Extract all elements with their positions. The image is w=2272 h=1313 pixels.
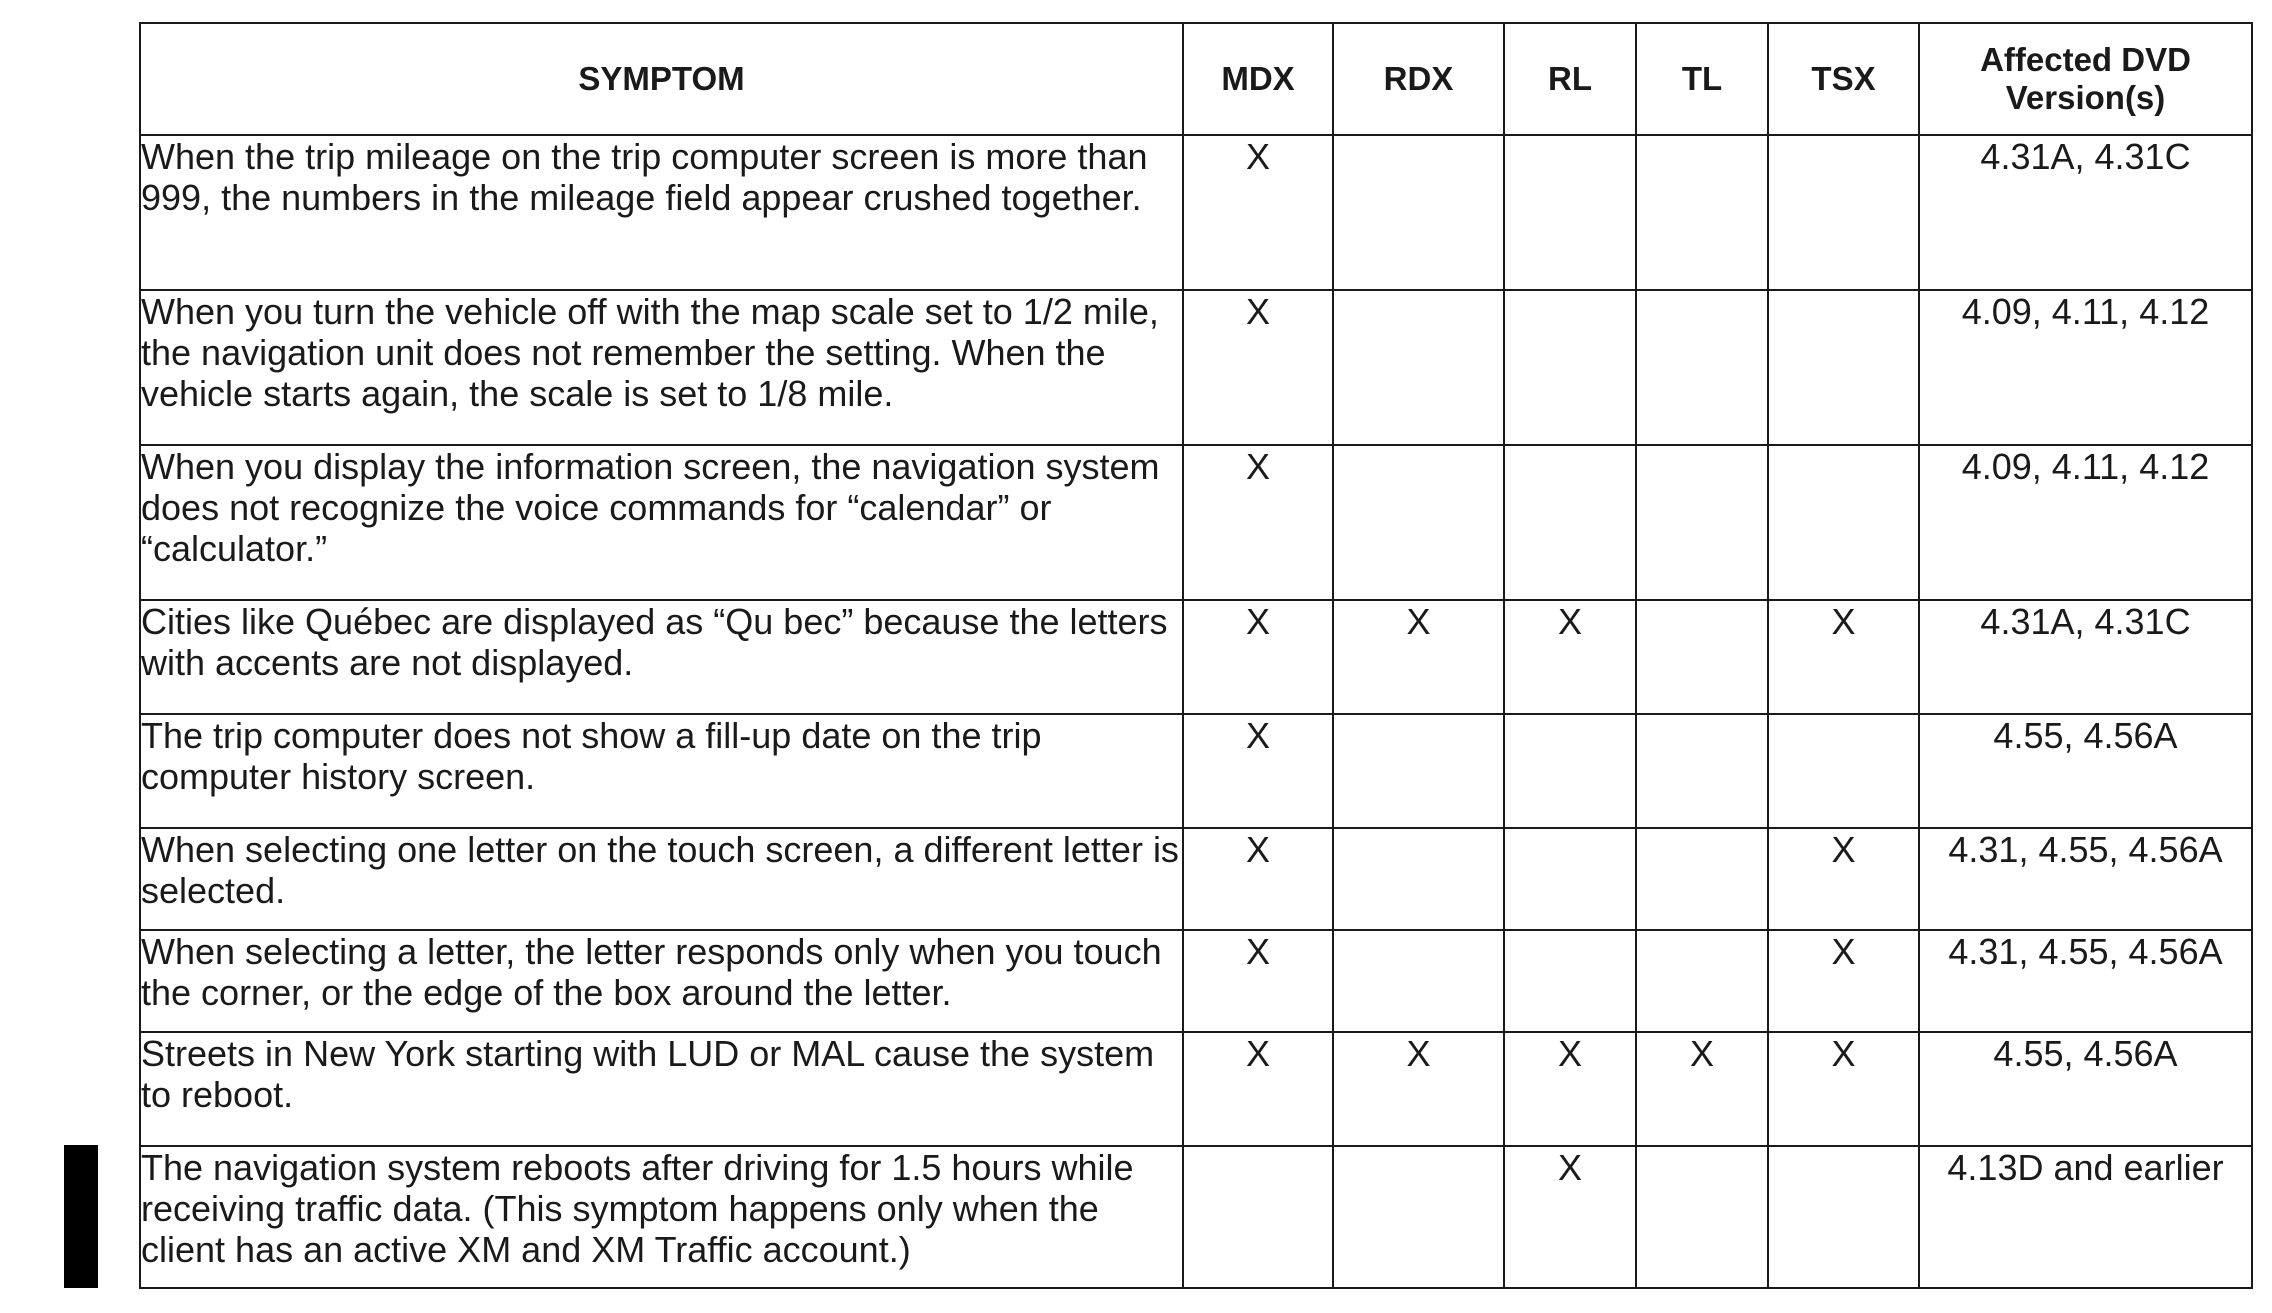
mdx-cell: X — [1183, 930, 1333, 1032]
rdx-cell: X — [1333, 1032, 1504, 1146]
header-mdx: MDX — [1183, 23, 1333, 135]
mdx-cell: X — [1183, 714, 1333, 828]
rdx-cell: X — [1333, 600, 1504, 714]
tsx-cell: X — [1768, 930, 1919, 1032]
versions-cell: 4.31A, 4.31C — [1919, 135, 2252, 290]
symptom-cell: When selecting a letter, the letter responds only when you touch the corner, or the edge of the box around the letter. — [140, 930, 1183, 1032]
tl-cell — [1636, 828, 1768, 930]
header-rl: RL — [1504, 23, 1636, 135]
tsx-cell — [1768, 290, 1919, 445]
mdx-cell: X — [1183, 828, 1333, 930]
tl-cell — [1636, 1146, 1768, 1288]
tl-cell — [1636, 714, 1768, 828]
table-row — [140, 828, 2252, 930]
mdx-cell: X — [1183, 445, 1333, 600]
tl-cell — [1636, 445, 1768, 600]
header-rdx: RDX — [1333, 23, 1504, 135]
tsx-cell: X — [1768, 1032, 1919, 1146]
header-tsx: TSX — [1768, 23, 1919, 135]
revision-margin-bar — [64, 1145, 98, 1288]
table-row — [140, 600, 2252, 714]
versions-cell: 4.13D and earlier — [1919, 1146, 2252, 1288]
mdx-cell: X — [1183, 290, 1333, 445]
tsx-cell — [1768, 135, 1919, 290]
symptom-cell: When the trip mileage on the trip computer screen is more than 999, the numbers in the mileage field appear crushed together. — [140, 135, 1183, 290]
tl-cell — [1636, 930, 1768, 1032]
versions-cell: 4.31, 4.55, 4.56A — [1919, 828, 2252, 930]
symptom-cell: Streets in New York starting with LUD or MAL cause the system to reboot. — [140, 1032, 1183, 1146]
mdx-cell: X — [1183, 135, 1333, 290]
symptom-cell: Cities like Québec are displayed as “Qu bec” because the letters with accents are not displayed. — [140, 600, 1183, 714]
symptom-table — [139, 22, 2253, 1289]
rl-cell — [1504, 930, 1636, 1032]
rl-cell — [1504, 714, 1636, 828]
symptom-cell: When you display the information screen, the navigation system does not recognize the voice commands for “calendar” or “calculator.” — [140, 445, 1183, 600]
tsx-cell — [1768, 1146, 1919, 1288]
versions-cell: 4.55, 4.56A — [1919, 1032, 2252, 1146]
tl-cell: X — [1636, 1032, 1768, 1146]
header-versions: Affected DVD Version(s) — [1919, 23, 2252, 135]
rdx-cell — [1333, 135, 1504, 290]
table-row — [140, 445, 2252, 600]
table-row — [140, 930, 2252, 1032]
tl-cell — [1636, 135, 1768, 290]
rl-cell — [1504, 290, 1636, 445]
rdx-cell — [1333, 714, 1504, 828]
tl-cell — [1636, 290, 1768, 445]
symptom-cell: The navigation system reboots after driving for 1.5 hours while receiving traffic data. (This symptom happens only when the client has an active XM and XM Traffic account.) — [140, 1146, 1183, 1288]
rdx-cell — [1333, 828, 1504, 930]
rl-cell — [1504, 445, 1636, 600]
header-row — [140, 23, 2252, 135]
mdx-cell: X — [1183, 1032, 1333, 1146]
versions-cell: 4.09, 4.11, 4.12 — [1919, 445, 2252, 600]
rdx-cell — [1333, 445, 1504, 600]
symptom-cell: When you turn the vehicle off with the map scale set to 1/2 mile, the navigation unit does not remember the setting. When the vehicle starts again, the scale is set to 1/8 mile. — [140, 290, 1183, 445]
versions-cell: 4.31, 4.55, 4.56A — [1919, 930, 2252, 1032]
tsx-cell: X — [1768, 600, 1919, 714]
symptom-cell: When selecting one letter on the touch screen, a different letter is selected. — [140, 828, 1183, 930]
table-row — [140, 714, 2252, 828]
rl-cell: X — [1504, 1032, 1636, 1146]
rdx-cell — [1333, 290, 1504, 445]
table-row — [140, 1032, 2252, 1146]
table-row — [140, 135, 2252, 290]
tsx-cell — [1768, 445, 1919, 600]
mdx-cell: X — [1183, 600, 1333, 714]
mdx-cell — [1183, 1146, 1333, 1288]
rdx-cell — [1333, 930, 1504, 1032]
versions-cell: 4.09, 4.11, 4.12 — [1919, 290, 2252, 445]
tsx-cell: X — [1768, 828, 1919, 930]
header-tl: TL — [1636, 23, 1768, 135]
header-symptom: SYMPTOM — [140, 23, 1183, 135]
table-row — [140, 290, 2252, 445]
rl-cell: X — [1504, 1146, 1636, 1288]
rdx-cell — [1333, 1146, 1504, 1288]
table-row — [140, 1146, 2252, 1288]
rl-cell — [1504, 828, 1636, 930]
versions-cell: 4.31A, 4.31C — [1919, 600, 2252, 714]
rl-cell — [1504, 135, 1636, 290]
tl-cell — [1636, 600, 1768, 714]
rl-cell: X — [1504, 600, 1636, 714]
symptom-cell: The trip computer does not show a fill-up date on the trip computer history screen. — [140, 714, 1183, 828]
tsx-cell — [1768, 714, 1919, 828]
versions-cell: 4.55, 4.56A — [1919, 714, 2252, 828]
